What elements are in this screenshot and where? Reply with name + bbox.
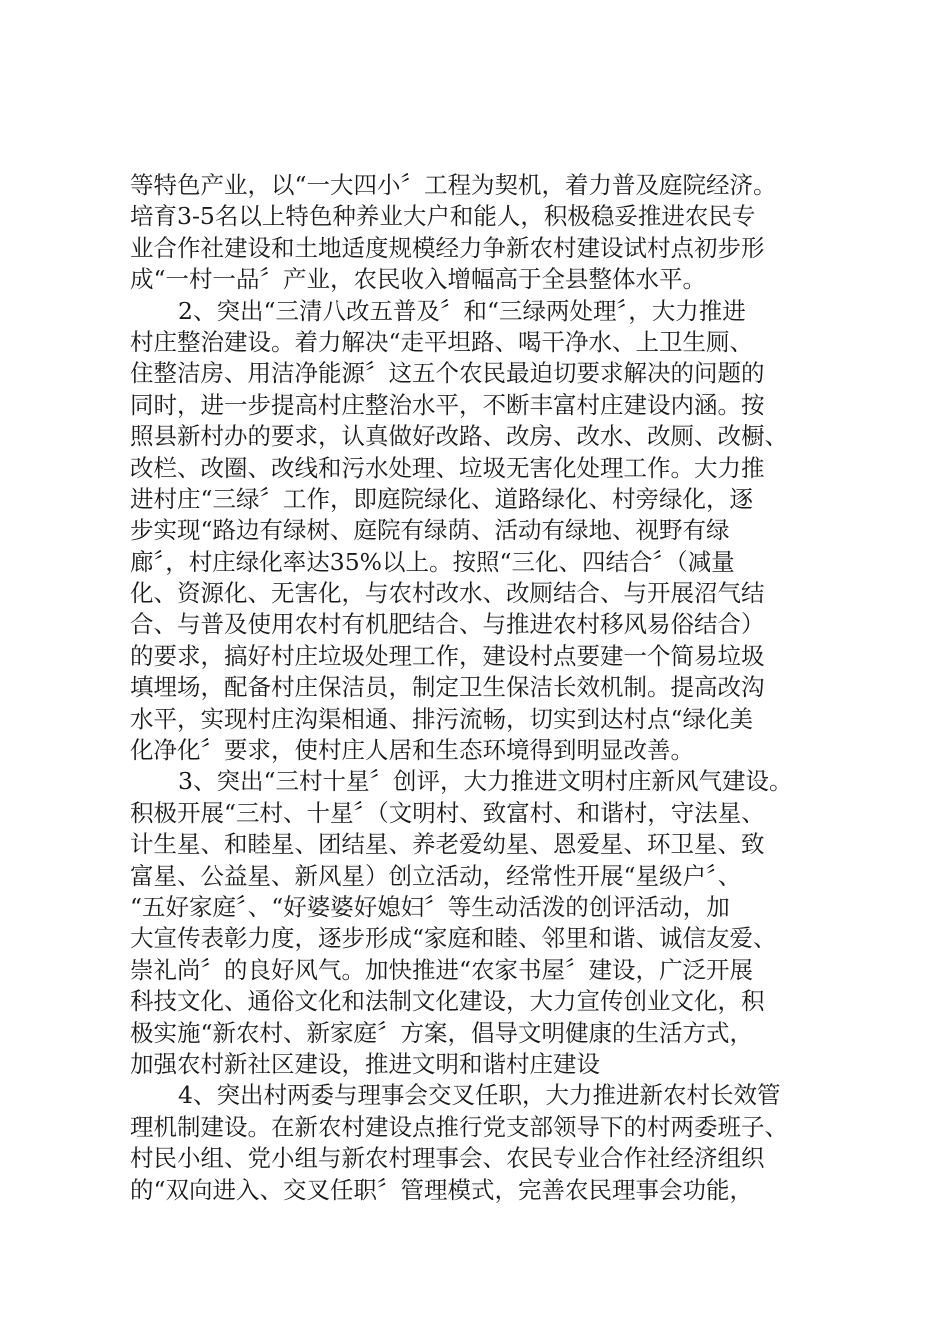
paragraph-start-line: 4、突出村两委与理事会交叉任职，大力推进新农村长效管 xyxy=(178,1081,781,1110)
text-line: 住整洁房、用洁净能源〞这五个农民最迫切要求解决的问题的 xyxy=(130,359,765,388)
text-line: 步实现“路边有绿树、庭院有绿荫、活动有绿地、视野有绿 xyxy=(130,516,730,545)
text-line: 积极开展“三村、十星〞（文明村、致富村、和谐村，守法星、 xyxy=(130,798,765,827)
text-line: 计生星、和睦星、团结星、养老爱幼星、恩爱星、环卫星、致 xyxy=(130,830,765,859)
text-line: 化、资源化、无害化，与农村改水、改厕结合、与开展沼气结 xyxy=(130,579,765,608)
text-line: “五好家庭〞、“好婆婆好媳妇〞等生动活泼的创评活动，加 xyxy=(130,892,730,921)
text-line: 成“一村一品〞产业，农民收入增幅高于全县整体水平。 xyxy=(130,265,707,294)
text-line: 等特色产业，以“一大四小〞工程为契机，着力普及庭院经济。 xyxy=(130,171,777,199)
text-line: 富星、公益星、新风星）创立活动，经常性开展“星级户〞、 xyxy=(130,861,742,890)
text-line: 崇礼尚〞的良好风气。加快推进“农家书屋〞建设，广泛开展 xyxy=(130,955,754,984)
text-line: 加强农村新社区建设，推进文明和谐村庄建设 xyxy=(130,1049,600,1078)
text-line: 业合作社建设和土地适度规模经力争新农村建设试村点初步形 xyxy=(130,233,765,262)
paragraph-start-line: 3、突出“三村十星〞创评，大力推进文明村庄新风气建设。 xyxy=(178,767,793,796)
body-text xyxy=(130,170,850,1206)
text-line: 填埋场，配备村庄保洁员，制定卫生保洁长效机制。提高改沟 xyxy=(130,673,765,702)
text-line: 的要求，搞好村庄垃圾处理工作，建设村点要建一个简易垃圾 xyxy=(130,641,765,670)
text-line: 理机制建设。在新农村建设点推行党支部领导下的村两委班子、 xyxy=(130,1112,788,1141)
text-line: 进村庄“三绿〞工作，即庭院绿化、道路绿化、村旁绿化，逐 xyxy=(130,484,754,513)
text-line: 合、与普及使用农村有机肥结合、与推进农村移风易俗结合） xyxy=(130,610,765,639)
text-line: 村民小组、党小组与新农村理事会、农民专业合作社经济组织 xyxy=(130,1144,765,1173)
text-line: 培育3-5名以上特色种养业大户和能人，积极稳妥推进农民专 xyxy=(130,202,756,231)
text-line: 改栏、改圈、改线和污水处理、垃圾无害化处理工作。大力推 xyxy=(130,453,765,482)
text-line: 的“双向进入、交叉任职〞管理模式，完善农民理事会功能， xyxy=(130,1175,754,1204)
text-line: 大宣传表彰力度，逐步形成“家庭和睦、邻里和谐、诚信友爱、 xyxy=(130,924,777,953)
text-line: 极实施“新农村、新家庭〞方案，倡导文明健康的生活方式， xyxy=(130,1018,754,1047)
text-line: 水平，实现村庄沟渠相通、排污流畅，切实到达村点“绿化美 xyxy=(130,704,754,733)
text-line: 化净化〞要求，使村庄人居和生态环境得到明显改善。 xyxy=(130,736,694,765)
paragraph-start-line: 2、突出“三清八改五普及〞和“三绿两处理〞，大力推进 xyxy=(178,296,746,325)
text-line: 照县新村办的要求，认真做好改路、改房、改水、改厕、改橱、 xyxy=(130,422,788,451)
text-line: 同时，进一步提高村庄整治水平，不断丰富村庄建设内涵。按 xyxy=(130,390,765,419)
text-line: 科技文化、通俗文化和法制文化建设，大力宣传创业文化，积 xyxy=(130,987,765,1016)
text-line: 廊〞，村庄绿化率达35%以上。按照“三化、四结合〞（减量 xyxy=(130,547,735,576)
text-line: 村庄整治建设。着力解决“走平坦路、喝干净水、上卫生厕、 xyxy=(130,327,754,356)
